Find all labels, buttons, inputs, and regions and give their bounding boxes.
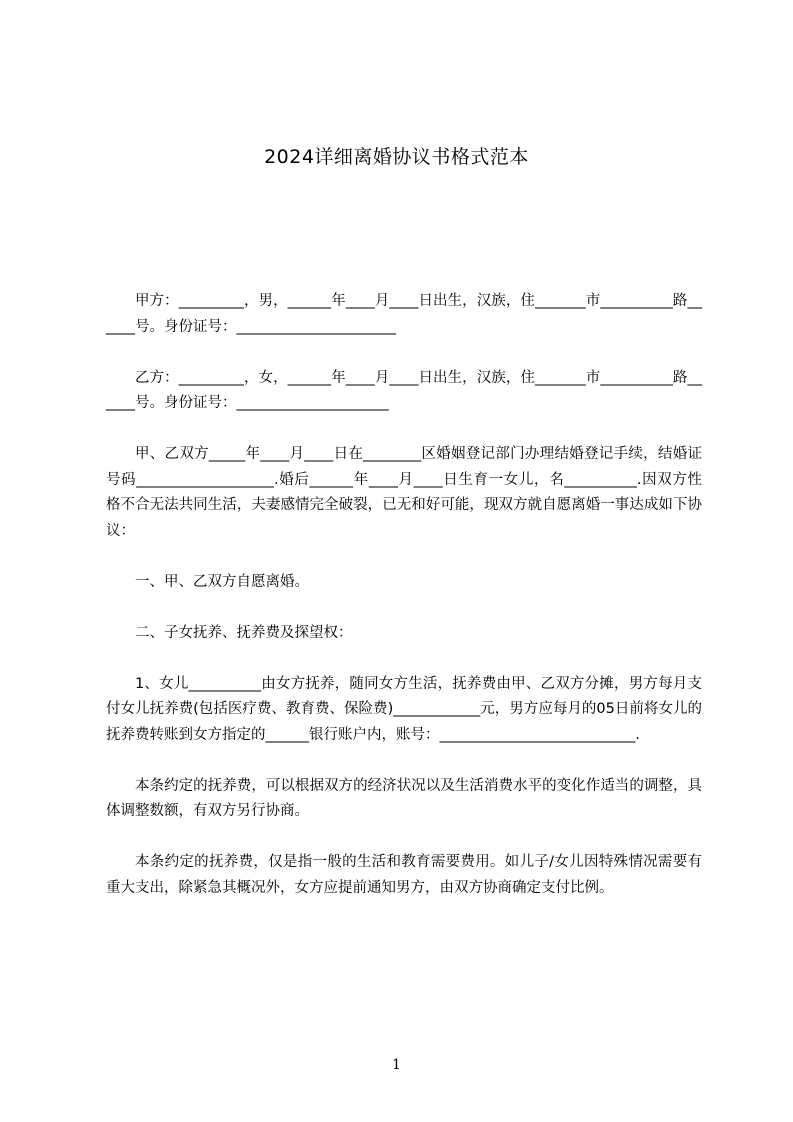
- paragraph-marriage-info: 甲、乙双方_____年____月____日在________区婚姻登记部门办理结婚登记手续，结婚证号码___________________.婚后______年____月____日生育一女儿，名__________.因双方性格不合无法共同生活，夫妻感情完全破裂，已无和好可能，现双方就自愿离婚一事达成如下协议：: [106, 446, 702, 539]
- paragraph-clause-1: 一、甲、乙双方自愿离婚。: [135, 573, 309, 590]
- paragraph-support-adjustment: 本条约定的抚养费，可以根据双方的经济状况以及生活消费水平的变化作适当的调整，具体调整数额，有双方另行协商。: [106, 777, 702, 819]
- paragraph-support-scope: 本条约定的抚养费，仅是指一般的生活和教育需要费用。如儿子/女儿因特殊情况需要有重大支出，除紧急其概况外，女方应提前通知男方，由双方协商确定支付比例。: [106, 854, 702, 896]
- paragraph-clause-2-heading: 二、子女抚养、抚养费及探望权：: [135, 624, 353, 641]
- paragraph-party-a: 甲方：_________，男，______年____月____日出生，汉族，住_______市__________路______号。身份证号：______________________: [106, 293, 702, 335]
- document-title: 2024详细离婚协议书格式范本: [264, 146, 529, 168]
- document-body: [106, 289, 702, 901]
- paragraph-party-b: 乙方：_________，女，______年____月____日出生，汉族，住_______市__________路______号。身份证号：_____________________: [106, 369, 702, 411]
- paragraph-custody-support: 1、女儿__________由女方抚养，随同女方生活，抚养费由甲、乙双方分摊，男方每月支付女儿抚养费(包括医疗费、教育费、保险费)____________元，男方应每月的05日前将女儿的抚养费转账到女方指定的______银行账户内，账号：___________________________.: [106, 675, 702, 743]
- page-number: 1: [392, 1057, 401, 1073]
